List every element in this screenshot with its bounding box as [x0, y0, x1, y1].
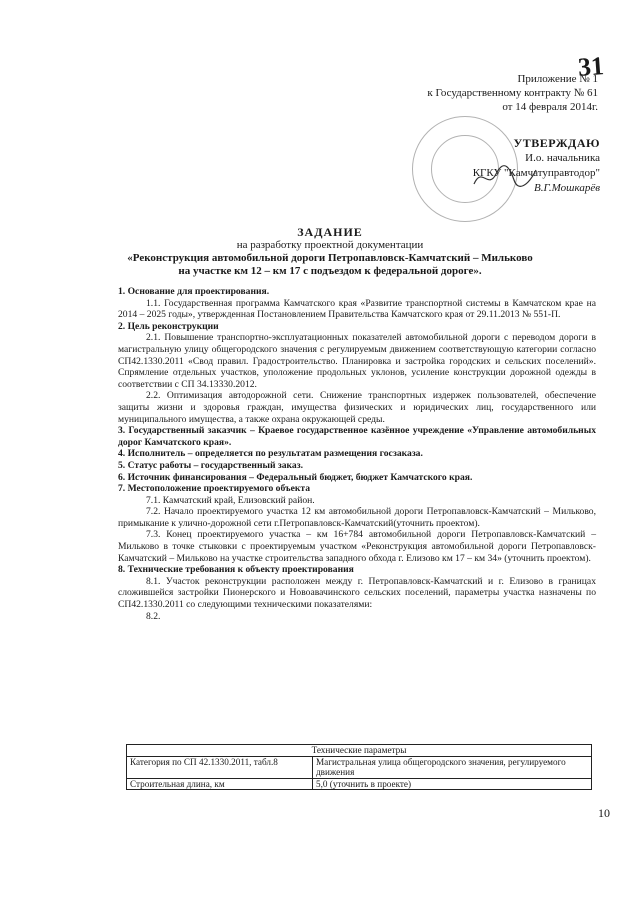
paragraph: 7.3. Конец проектируемого участка – км 16+784 автомобильной дороги Петропавловск-Камчатский – Мильково в точке стыковки с проектируемым участком «Реконструкция автомобильной дороги Петропавловск-Камчатский – Мильково на участке строительства западного обхода г. Елизово км 17 – км 34» (уточнить проектом). [118, 529, 596, 564]
table-cell: Строительная длина, км [127, 778, 313, 790]
document-title [110, 226, 550, 278]
page-number-top: 31 [576, 51, 605, 82]
paragraph: 8.2. [146, 610, 161, 622]
paragraph: 7.1. Камчатский край, Елизовский район. [146, 494, 315, 506]
section-heading: 1. Основание для проектирования. [118, 286, 270, 297]
table-cell: Магистральная улица общегородского значения, регулируемого движения [313, 756, 592, 778]
section-heading: 6. Источник финансирования – Федеральный бюджет, бюджет Камчатского края. [118, 471, 473, 483]
paragraph: 1.1. Государственная программа Камчатского края «Развитие транспортной системы в Камчатском крае на 2014 – 2025 годы», утвержденная Постановлением Правительства Камчатского края от 29.11.2013 № 551-П. [118, 297, 596, 321]
section-heading: 5. Статус работы – государственный заказ. [118, 459, 303, 471]
section-heading: 3. Государственный заказчик – Краевое государственное казённое учреждение «Управление автомобильных дорог Камчатского края». [118, 425, 596, 448]
table-cell: 5,0 (уточнить в проекте) [313, 778, 592, 790]
table-row [127, 778, 592, 790]
appendix-reference [358, 72, 598, 114]
approval-position: И.о. начальника [525, 152, 600, 164]
section-heading: 2. Цель реконструкции [118, 320, 219, 332]
appendix-line-1: Приложение № 1 [517, 73, 598, 85]
technical-parameters-table [126, 744, 592, 790]
appendix-line-2: к Государственному контракту № 61 [427, 87, 598, 99]
title-line-3: «Реконструкция автомобильной дороги Петропавловск-Камчатский – Мильково [127, 252, 533, 264]
title-line-2: на разработку проектной документации [236, 239, 424, 251]
section-heading: 7. Местоположение проектируемого объекта [118, 483, 311, 495]
section-heading: 4. Исполнитель – определяется по результатам размещения госзаказа. [118, 448, 423, 460]
paragraph: 8.1. Участок реконструкции расположен между г. Петропавловск-Камчатский и г. Елизово в границах сложившейся застройки Пионерского и Новоавачинского сельских поселений, параметры участка назначены по СП42.1330.2011 со следующими техническими показателями: [118, 575, 596, 611]
paragraph: 2.1. Повышение транспортно-эксплуатационных показателей автомобильной дороги с переводом дороги в магистральную улицу общегородского значения с регулируемым движением соответствующую категории согласно СП42.1330.2011 «Свод правил. Градостроительство. Планировка и застройка городских и сельских поселений». Спрямление отдельных участков, уположение продольных уклонов, усиление конструкции дорожной одежды в соответствии с СП 34.13330.2012. [118, 332, 596, 390]
title-line-1: ЗАДАНИЕ [297, 225, 363, 239]
approval-organization: КГКУ "Камчатуправтодор" [472, 167, 600, 179]
title-line-4: на участке км 12 – км 17 с подъездом к федеральной дороге». [178, 265, 482, 277]
table-cell: Категория по СП 42.1330.2011, табл.8 [127, 756, 313, 778]
paragraph: 2.2. Оптимизация автодорожной сети. Снижение транспортных издержек пользователей, обеспечение защиты жизни и здоровья граждан, имущества физических и юридических лиц, государственного или муниципального имущества, а также охрана окружающей среды. [118, 390, 596, 425]
approval-heading: УТВЕРЖДАЮ [513, 136, 600, 150]
page-number-bottom: 10 [598, 806, 610, 820]
document-body [118, 286, 596, 622]
paragraph: 7.2. Начало проектируемого участка 12 км автомобильной дороги Петропавловск-Камчатский – Мильково, примыкание к улично-дорожной сети г.Петропавловск-Камчатский(уточнить проектом). [118, 506, 596, 529]
appendix-line-3: от 14 февраля 2014г. [502, 101, 598, 113]
table-row [127, 756, 592, 778]
handwritten-signature [470, 162, 540, 192]
table-header: Технические параметры [127, 745, 592, 757]
section-heading: 8. Технические требования к объекту проектирования [118, 564, 354, 576]
approval-signatory: В.Г.Мошкарёв [534, 182, 600, 194]
